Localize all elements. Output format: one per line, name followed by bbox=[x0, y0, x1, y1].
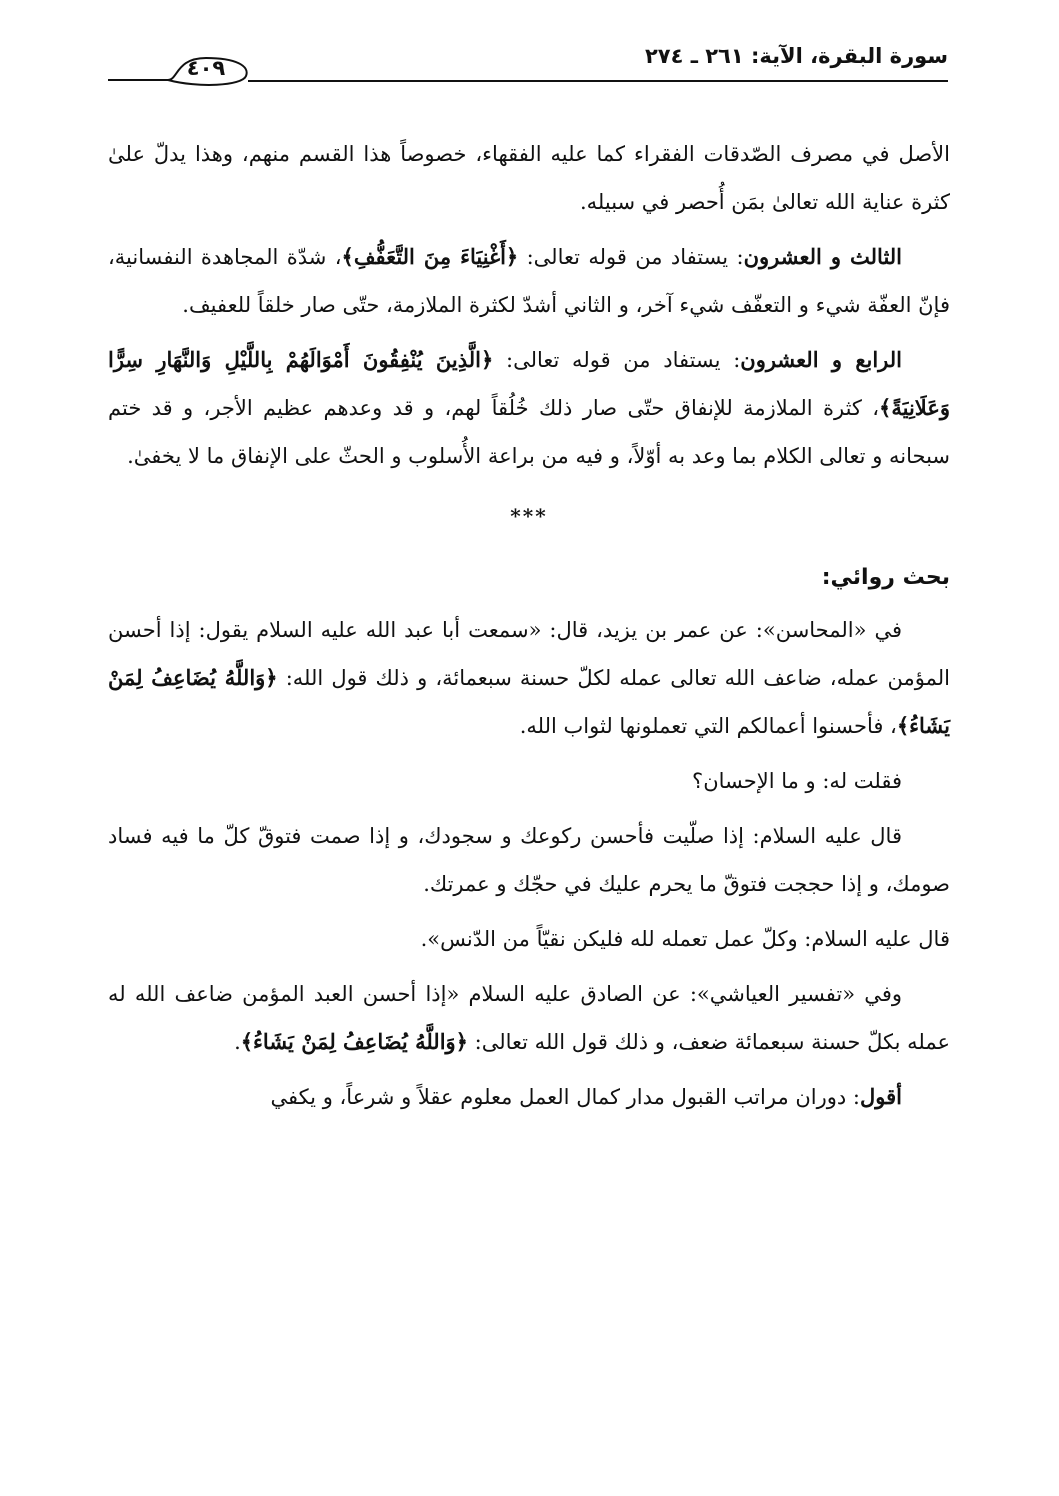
section-heading: بحث روائي: bbox=[821, 565, 950, 590]
paragraph bbox=[108, 336, 950, 480]
paragraph-text: وفي «تفسير العياشي»: عن الصادق عليه السلام «إذا أحسن العبد المؤمن ضاعف الله له عمله بكلّ حسنة سبعمائة ضعف، و ذلك قول الله تعالى: bbox=[108, 982, 950, 1054]
quran-quote: ﴿أَغْنِيَاءَ مِنَ التَّعَفُّفِ﴾ bbox=[341, 244, 519, 269]
quran-quote: ﴿وَاللَّهُ يُضَاعِفُ لِمَنْ يَشَاءُ﴾ bbox=[108, 665, 950, 738]
paragraph bbox=[108, 1073, 950, 1121]
paragraph: فقلت له: و ما الإحسان؟ bbox=[692, 769, 902, 793]
paragraph bbox=[108, 970, 950, 1066]
paragraph-text: : يستفاد من قوله تعالى: bbox=[518, 245, 744, 269]
point-heading: أقول bbox=[860, 1084, 902, 1109]
paragraph-text: : دوران مراتب القبول مدار كمال العمل معلوم عقلاً و شرعاً، و يكفي bbox=[270, 1085, 861, 1109]
running-title: سورة البقرة، الآية: ٢٦١ ـ ٢٧٤ bbox=[644, 44, 948, 68]
page-number-badge bbox=[108, 46, 248, 92]
point-heading: الرابع و العشرون bbox=[740, 347, 902, 372]
main-text bbox=[108, 130, 950, 1128]
paragraph-text: ، شدّة المجاهدة النفسانية، فإنّ العفّة شيء و التعفّف شيء آخر، و الثاني أشدّ لكثرة الملازمة، حتّى صار خلقاً للعفيف. bbox=[108, 245, 950, 317]
quran-quote: ﴿وَاللَّهُ يُضَاعِفُ لِمَنْ يَشَاءُ﴾ bbox=[240, 1029, 468, 1054]
header-rule bbox=[248, 80, 948, 82]
paragraph-text: ، فأحسنوا أعمالكم التي تعملونها لثواب الله. bbox=[519, 714, 897, 738]
paragraph-text: في «المحاسن»: عن عمر بن يزيد، قال: «سمعت أبا عبد الله عليه السلام يقول: إذا أحسن المؤمن عمله، ضاعف الله تعالى عمله لكلّ حسنة سبعمائة، و ذلك قول الله: bbox=[108, 618, 950, 690]
paragraph: الأصل في مصرف الصّدقات الفقراء كما عليه الفقهاء، خصوصاً هذا القسم منهم، وهذا يدلّ علىٰ كثرة عناية الله تعالىٰ بمَن أُحصر في سبيله. bbox=[108, 142, 950, 214]
page-number: ٤٠٩ bbox=[186, 56, 226, 80]
point-heading: الثالث و العشرون bbox=[743, 244, 903, 269]
section-divider: *** bbox=[510, 504, 548, 528]
paragraph bbox=[108, 606, 950, 750]
paragraph-text: . bbox=[234, 1030, 241, 1054]
paragraph-text: : يستفاد من قوله تعالى: bbox=[493, 348, 741, 372]
paragraph bbox=[108, 233, 950, 329]
quran-quote: ﴿الَّذِينَ يُنْفِقُونَ أَمْوَالَهُمْ بِاللَّيْلِ وَالنَّهَارِ سِرًّا وَعَلَانِيَةً﴾ bbox=[108, 347, 950, 420]
page-header bbox=[108, 36, 948, 90]
paragraph: قال عليه السلام: إذا صلّيت فأحسن ركوعك و سجودك، و إذا صمت فتوقّ كلّ ما فيه فساد صومك، و إذا حججت فتوقّ ما يحرم عليك في حجّك و عمرتك. bbox=[108, 824, 950, 896]
paragraph: قال عليه السلام: وكلّ عمل تعمله لله فليكن نقيّاً من الدّنس». bbox=[420, 927, 950, 951]
paragraph-text: ، كثرة الملازمة للإنفاق حتّى صار ذلك خُلُقاً لهم، و قد وعدهم عظيم الأجر، و قد ختم سبحانه و تعالى الكلام بما وعد به أوّلاً، و فيه من براعة الأُسلوب و الحثّ على الإنفاق ما لا يخفىٰ. bbox=[108, 396, 950, 468]
